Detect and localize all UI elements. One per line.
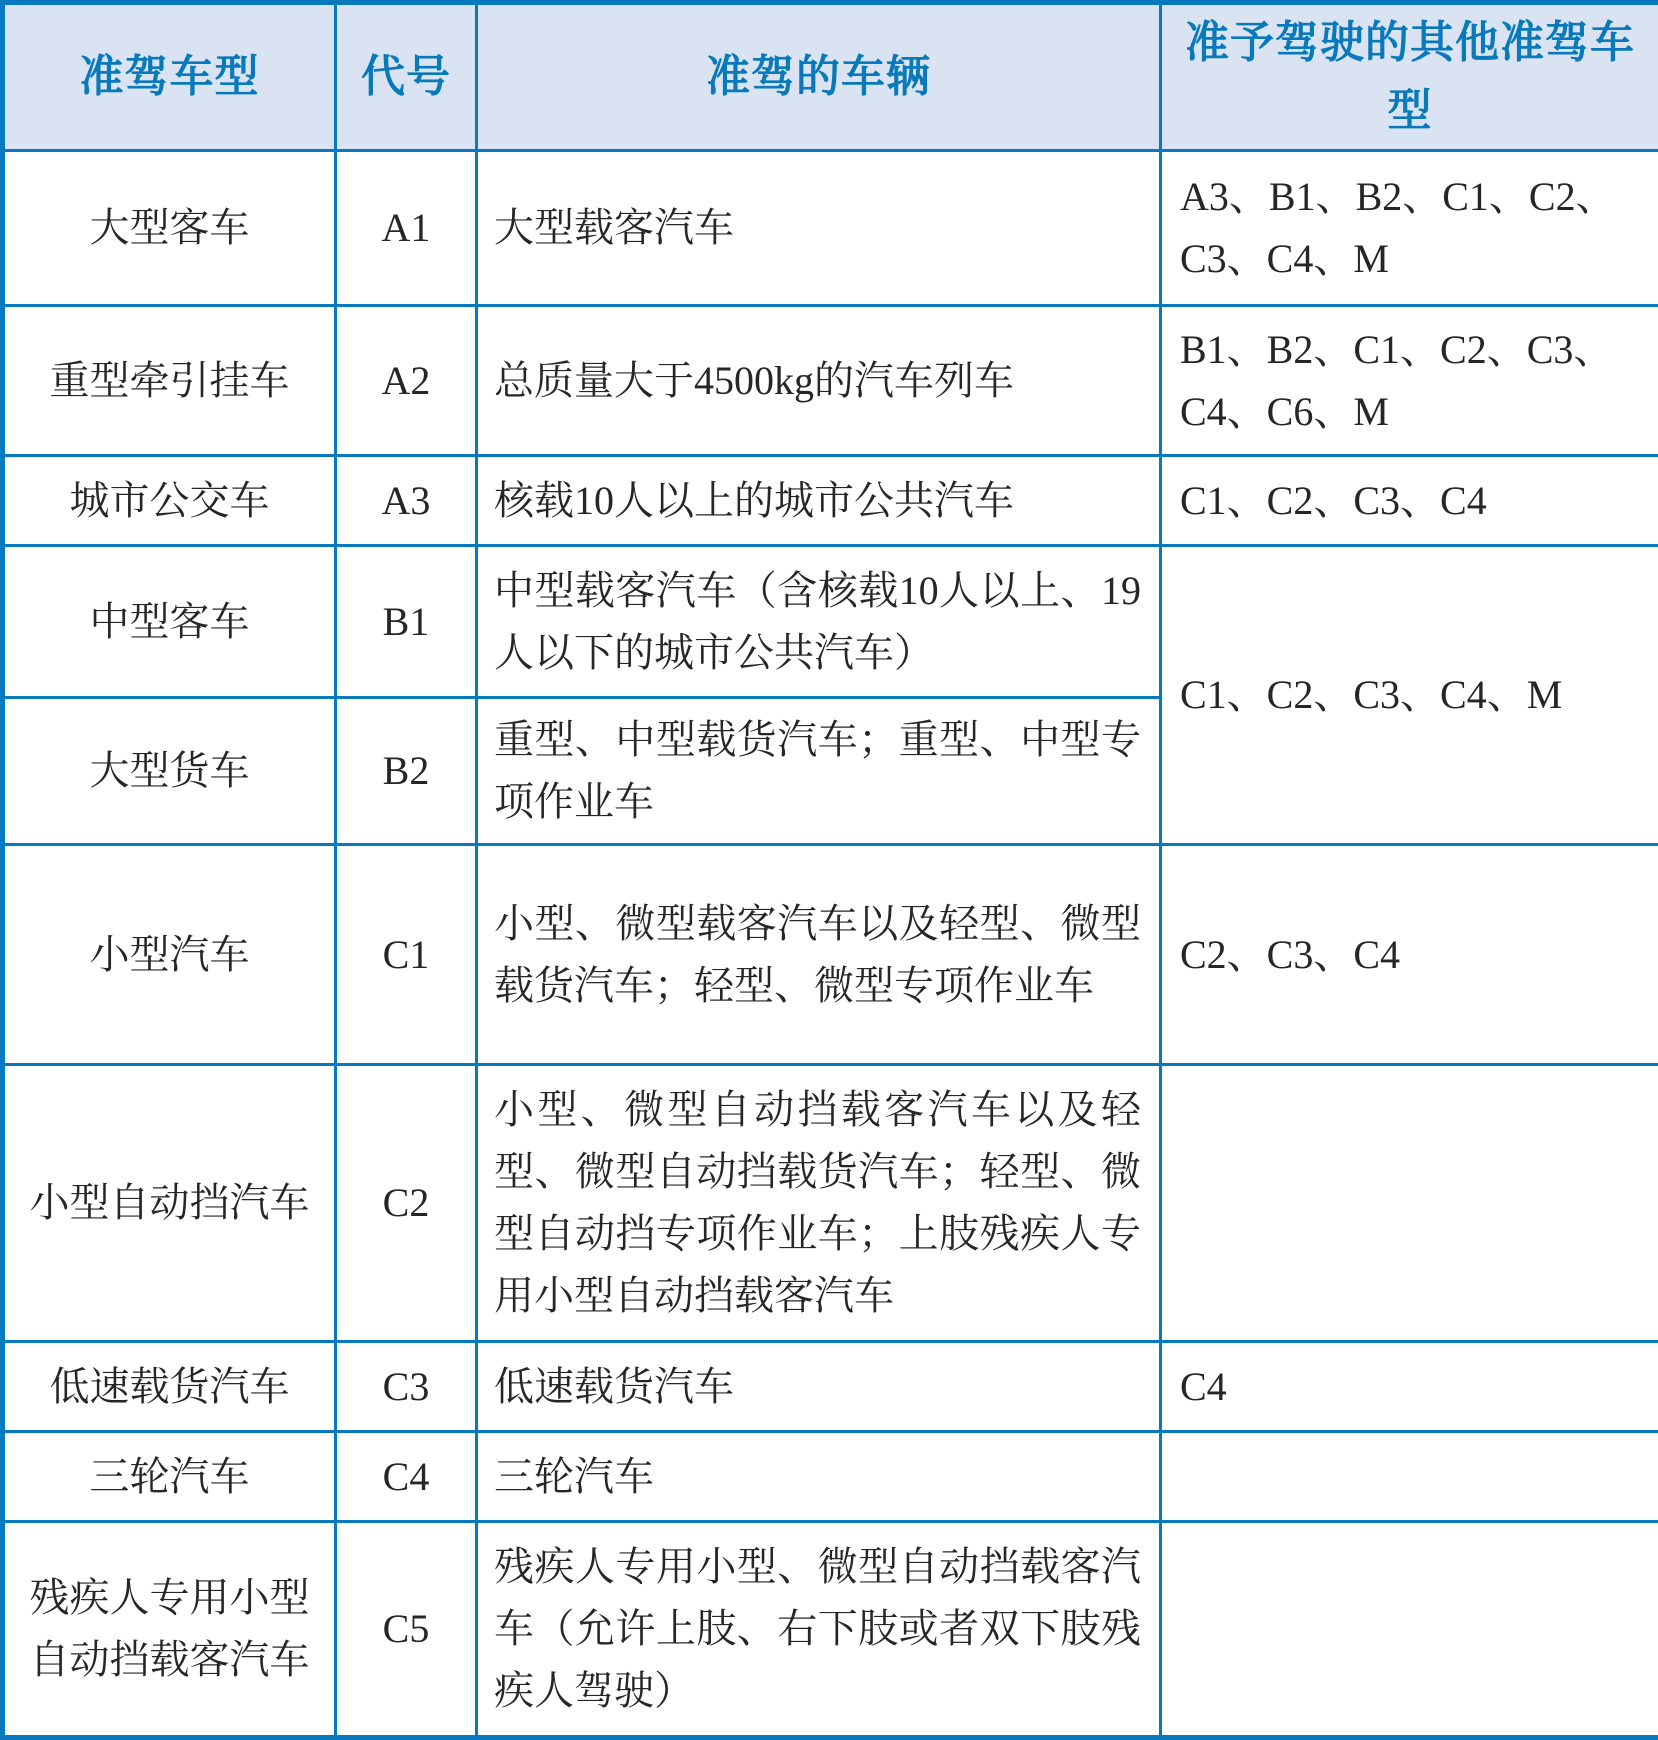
type-cell: 小型汽车: [3, 845, 336, 1065]
table-row-c2: [3, 1065, 1658, 1342]
table-row-c3: [3, 1342, 1658, 1432]
others-cell: C2、C3、C4: [1161, 845, 1658, 1065]
vehicles-cell: 核载10人以上的城市公共汽车: [477, 456, 1161, 546]
type-cell: 城市公交车: [3, 456, 336, 546]
others-cell: C1、C2、C3、C4: [1161, 456, 1658, 546]
others-cell: C4: [1161, 1342, 1658, 1432]
header-others: 准予驾驶的其他准驾车型: [1161, 3, 1658, 151]
code-cell: A2: [336, 306, 477, 456]
type-cell: 低速载货汽车: [3, 1342, 336, 1432]
others-cell: A3、B1、B2、C1、C2、C3、C4、M: [1161, 151, 1658, 306]
vehicles-cell: 重型、中型载货汽车；重型、中型专项作业车: [477, 698, 1161, 845]
vehicles-cell: 小型、微型自动挡载客汽车以及轻型、微型自动挡载货汽车；轻型、微型自动挡专项作业车；上肢残疾人专用小型自动挡载客汽车: [477, 1065, 1161, 1342]
code-cell: C1: [336, 845, 477, 1065]
type-cell: 三轮汽车: [3, 1432, 336, 1522]
vehicles-cell: 低速载货汽车: [477, 1342, 1161, 1432]
others-cell: [1161, 1432, 1658, 1522]
table-row-a3: [3, 456, 1658, 546]
type-cell: 小型自动挡汽车: [3, 1065, 336, 1342]
code-cell: A1: [336, 151, 477, 306]
vehicles-cell: 中型载客汽车（含核载10人以上、19人以下的城市公共汽车）: [477, 546, 1161, 698]
code-cell: C4: [336, 1432, 477, 1522]
code-cell: C5: [336, 1522, 477, 1738]
code-cell: A3: [336, 456, 477, 546]
vehicles-cell: 大型载客汽车: [477, 151, 1161, 306]
vehicles-cell: 残疾人专用小型、微型自动挡载客汽车（允许上肢、右下肢或者双下肢残疾人驾驶）: [477, 1522, 1161, 1738]
others-cell-merged-b1-b2: C1、C2、C3、C4、M: [1161, 546, 1658, 845]
code-cell: B1: [336, 546, 477, 698]
others-cell: B1、B2、C1、C2、C3、C4、C6、M: [1161, 306, 1658, 456]
type-cell: 残疾人专用小型自动挡载客汽车: [3, 1522, 336, 1738]
header-row: [3, 3, 1658, 151]
table-row-c5: [3, 1522, 1658, 1738]
table-row-a2: [3, 306, 1658, 456]
table-row-b1: [3, 546, 1658, 698]
vehicles-cell: 小型、微型载客汽车以及轻型、微型载货汽车；轻型、微型专项作业车: [477, 845, 1161, 1065]
type-cell: 中型客车: [3, 546, 336, 698]
type-cell: 大型客车: [3, 151, 336, 306]
type-cell: 大型货车: [3, 698, 336, 845]
others-cell: [1161, 1065, 1658, 1342]
vehicles-cell: 三轮汽车: [477, 1432, 1161, 1522]
header-vehicles: 准驾的车辆: [477, 3, 1161, 151]
code-cell: C3: [336, 1342, 477, 1432]
others-cell: [1161, 1522, 1658, 1738]
header-type: 准驾车型: [3, 3, 336, 151]
type-cell: 重型牵引挂车: [3, 306, 336, 456]
vehicles-cell: 总质量大于4500kg的汽车列车: [477, 306, 1161, 456]
header-code: 代号: [336, 3, 477, 151]
code-cell: B2: [336, 698, 477, 845]
table-row-c1: [3, 845, 1658, 1065]
table-row-c4: [3, 1432, 1658, 1522]
code-cell: C2: [336, 1065, 477, 1342]
table-row-a1: [3, 151, 1658, 306]
